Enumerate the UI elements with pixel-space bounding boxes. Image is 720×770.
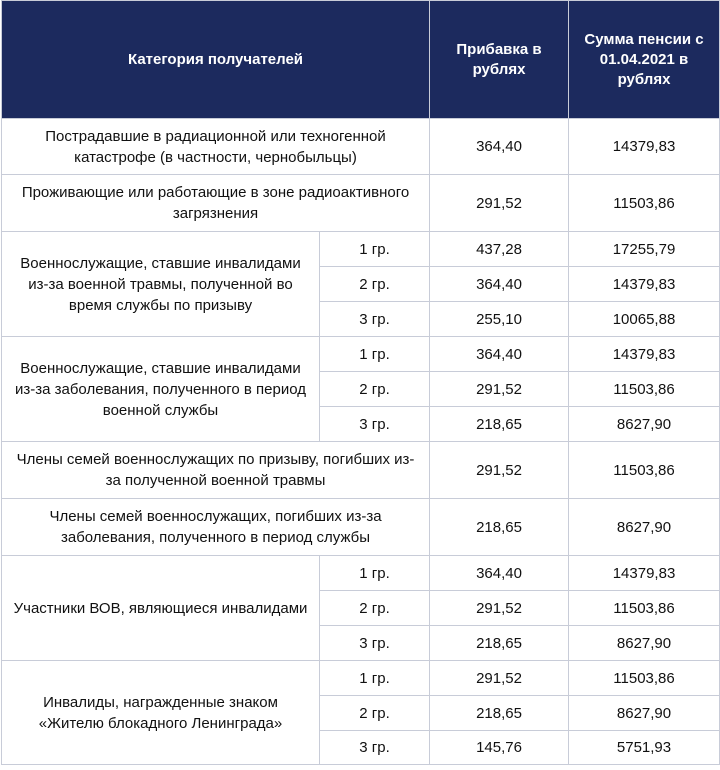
group-cell: 2 гр. — [320, 267, 430, 302]
pension-table — [1, 0, 720, 765]
table-row — [2, 337, 720, 372]
sum-cell: 10065,88 — [569, 302, 720, 337]
header-category: Категория получателей — [2, 1, 430, 119]
group-cell: 1 гр. — [320, 232, 430, 267]
table-row — [2, 556, 720, 591]
category-cell: Пострадавшие в радиационной или техногенной катастрофе (в частности, чернобыльцы) — [2, 119, 430, 175]
sum-cell: 8627,90 — [569, 499, 720, 556]
increase-cell: 437,28 — [430, 232, 569, 267]
table-row — [2, 499, 720, 556]
sum-cell: 11503,86 — [569, 372, 720, 407]
group-cell: 1 гр. — [320, 337, 430, 372]
group-cell: 3 гр. — [320, 626, 430, 661]
sum-cell: 11503,86 — [569, 175, 720, 232]
category-cell: Проживающие или работающие в зоне радиоактивного загрязнения — [2, 175, 430, 232]
group-cell: 1 гр. — [320, 661, 430, 696]
sum-cell: 14379,83 — [569, 556, 720, 591]
increase-cell: 291,52 — [430, 661, 569, 696]
header-row — [2, 1, 720, 119]
increase-cell: 364,40 — [430, 337, 569, 372]
category-cell: Члены семей военнослужащих по призыву, погибших из-за полученной военной травмы — [2, 442, 430, 499]
group-cell: 3 гр. — [320, 302, 430, 337]
sum-cell: 14379,83 — [569, 337, 720, 372]
increase-cell: 364,40 — [430, 119, 569, 175]
sum-cell: 8627,90 — [569, 696, 720, 731]
group-cell: 2 гр. — [320, 696, 430, 731]
group-cell: 3 гр. — [320, 731, 430, 765]
category-cell: Военнослужащие, ставшие инвалидами из-за военной травмы, полученной во время службы по призыву — [2, 232, 320, 337]
group-cell: 2 гр. — [320, 591, 430, 626]
increase-cell: 291,52 — [430, 175, 569, 232]
table-row — [2, 119, 720, 175]
increase-cell: 218,65 — [430, 499, 569, 556]
category-cell: Участники ВОВ, являющиеся инвалидами — [2, 556, 320, 661]
table-row — [2, 175, 720, 232]
header-sum: Сумма пенсии с 01.04.2021 в рублях — [569, 1, 720, 119]
category-cell: Военнослужащие, ставшие инвалидами из-за заболевания, полученного в период военной службы — [2, 337, 320, 442]
increase-cell: 364,40 — [430, 556, 569, 591]
sum-cell: 14379,83 — [569, 267, 720, 302]
header-increase: Прибавка в рублях — [430, 1, 569, 119]
group-cell: 1 гр. — [320, 556, 430, 591]
increase-cell: 291,52 — [430, 591, 569, 626]
table-row — [2, 232, 720, 267]
increase-cell: 255,10 — [430, 302, 569, 337]
increase-cell: 218,65 — [430, 696, 569, 731]
category-cell: Инвалиды, награжденные знаком «Жителю блокадного Ленинграда» — [2, 661, 320, 765]
increase-cell: 291,52 — [430, 442, 569, 499]
sum-cell: 11503,86 — [569, 661, 720, 696]
increase-cell: 145,76 — [430, 731, 569, 765]
sum-cell: 11503,86 — [569, 591, 720, 626]
group-cell: 2 гр. — [320, 372, 430, 407]
sum-cell: 8627,90 — [569, 407, 720, 442]
category-cell: Члены семей военнослужащих, погибших из-за заболевания, полученного в период службы — [2, 499, 430, 556]
table-row — [2, 442, 720, 499]
sum-cell: 8627,90 — [569, 626, 720, 661]
sum-cell: 11503,86 — [569, 442, 720, 499]
table-row — [2, 661, 720, 696]
increase-cell: 218,65 — [430, 626, 569, 661]
increase-cell: 218,65 — [430, 407, 569, 442]
increase-cell: 291,52 — [430, 372, 569, 407]
sum-cell: 5751,93 — [569, 731, 720, 765]
increase-cell: 364,40 — [430, 267, 569, 302]
group-cell: 3 гр. — [320, 407, 430, 442]
sum-cell: 17255,79 — [569, 232, 720, 267]
sum-cell: 14379,83 — [569, 119, 720, 175]
